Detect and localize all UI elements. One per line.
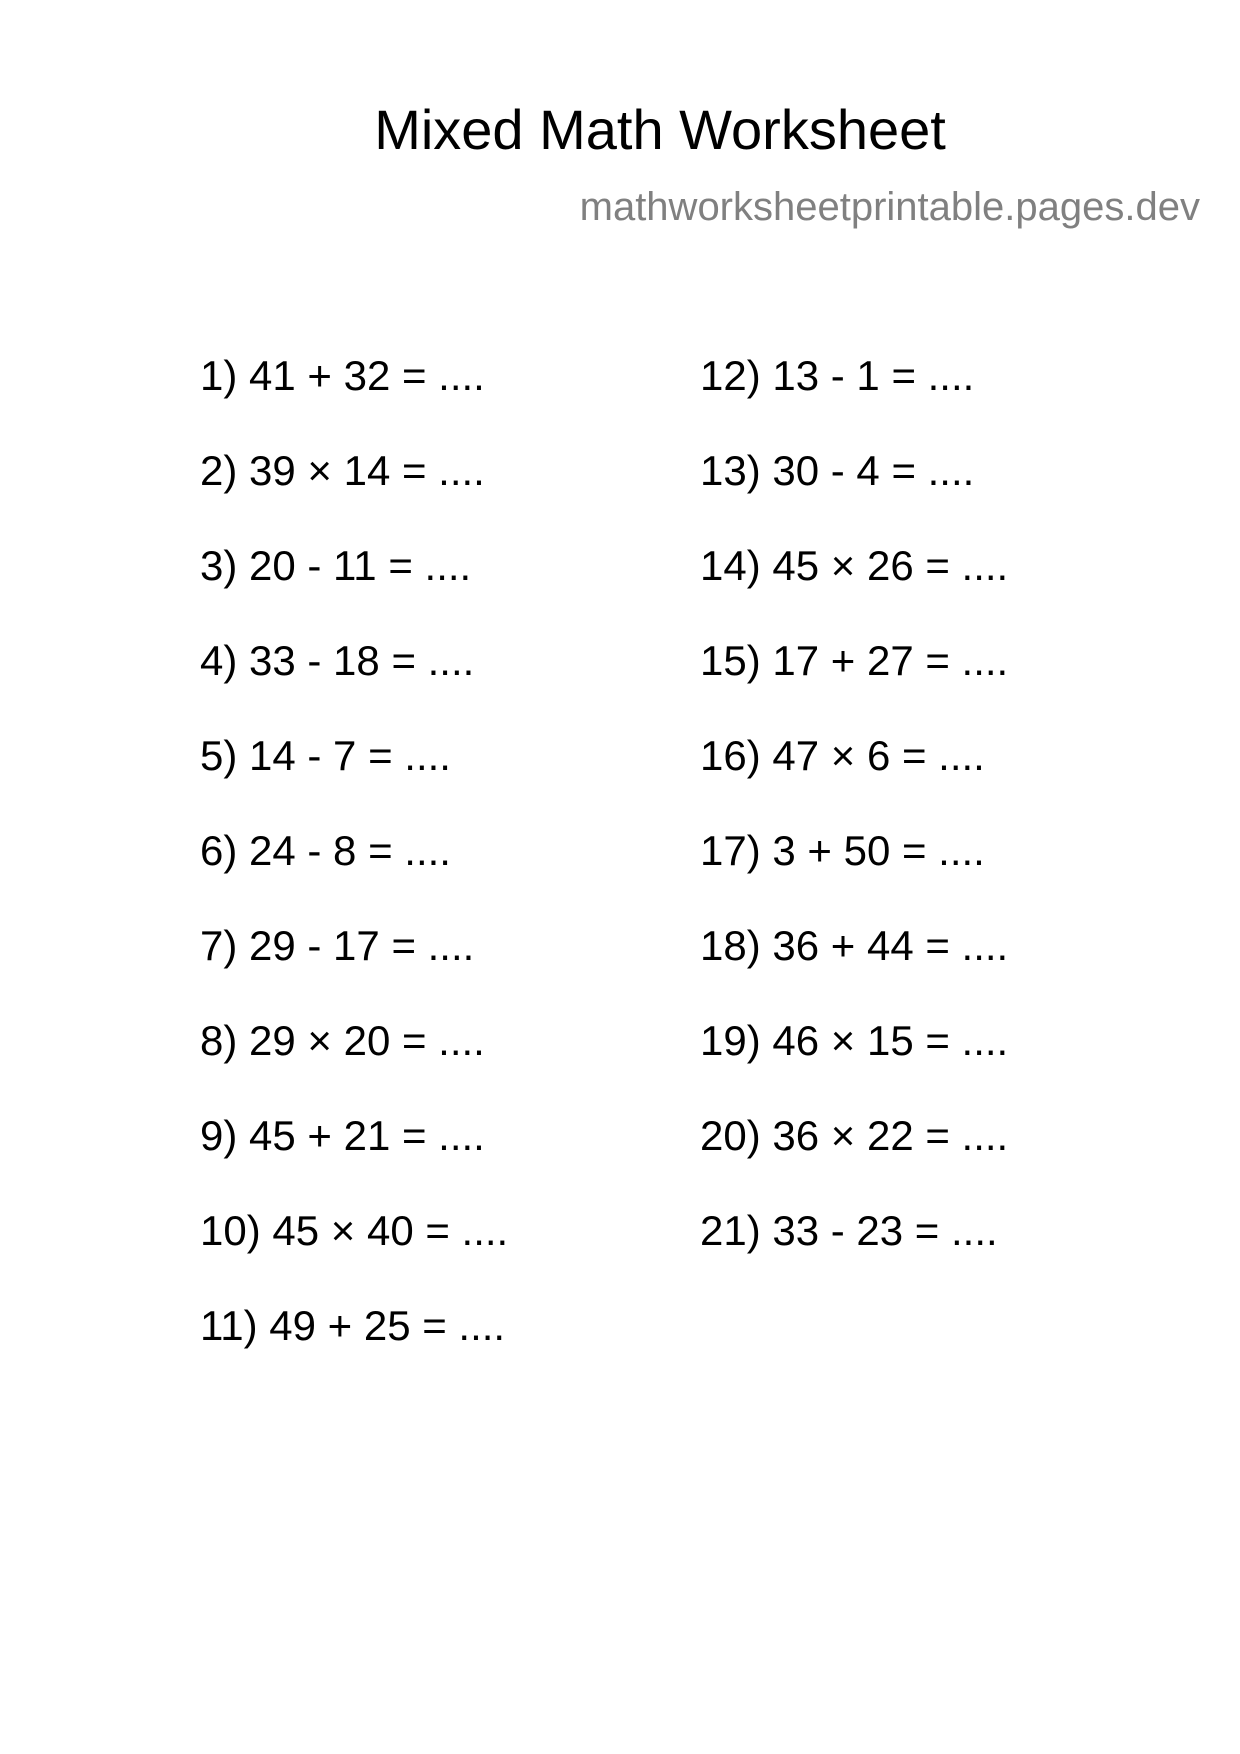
problem-item: 20) 36 × 22 = .... [700, 1112, 1009, 1159]
source-url: mathworksheetprintable.pages.dev [579, 185, 1200, 229]
problem-item: 13) 30 - 4 = .... [700, 447, 975, 494]
problem-item: 19) 46 × 15 = .... [700, 1017, 1009, 1064]
problem-item: 21) 33 - 23 = .... [700, 1207, 998, 1254]
problem-column-right [700, 352, 1008, 1302]
problem-item: 1) 41 + 32 = .... [200, 352, 485, 399]
problem-item: 12) 13 - 1 = .... [700, 352, 975, 399]
problem-item: 4) 33 - 18 = .... [200, 637, 475, 684]
problem-item: 10) 45 × 40 = .... [200, 1207, 509, 1254]
problem-item: 6) 24 - 8 = .... [200, 827, 451, 874]
problem-item: 17) 3 + 50 = .... [700, 827, 985, 874]
problem-item: 11) 49 + 25 = .... [200, 1302, 506, 1349]
problem-column-left [200, 352, 508, 1397]
problem-item: 15) 17 + 27 = .... [700, 637, 1009, 684]
problem-item: 3) 20 - 11 = .... [200, 542, 472, 589]
problem-item: 7) 29 - 17 = .... [200, 922, 475, 969]
problem-item: 5) 14 - 7 = .... [200, 732, 451, 779]
problem-item: 18) 36 + 44 = .... [700, 922, 1009, 969]
problem-item: 8) 29 × 20 = .... [200, 1017, 485, 1064]
problem-item: 14) 45 × 26 = .... [700, 542, 1009, 589]
problem-item: 9) 45 + 21 = .... [200, 1112, 485, 1159]
problem-item: 2) 39 × 14 = .... [200, 447, 485, 494]
problem-item: 16) 47 × 6 = .... [700, 732, 985, 779]
page-title: Mixed Math Worksheet [374, 98, 946, 161]
